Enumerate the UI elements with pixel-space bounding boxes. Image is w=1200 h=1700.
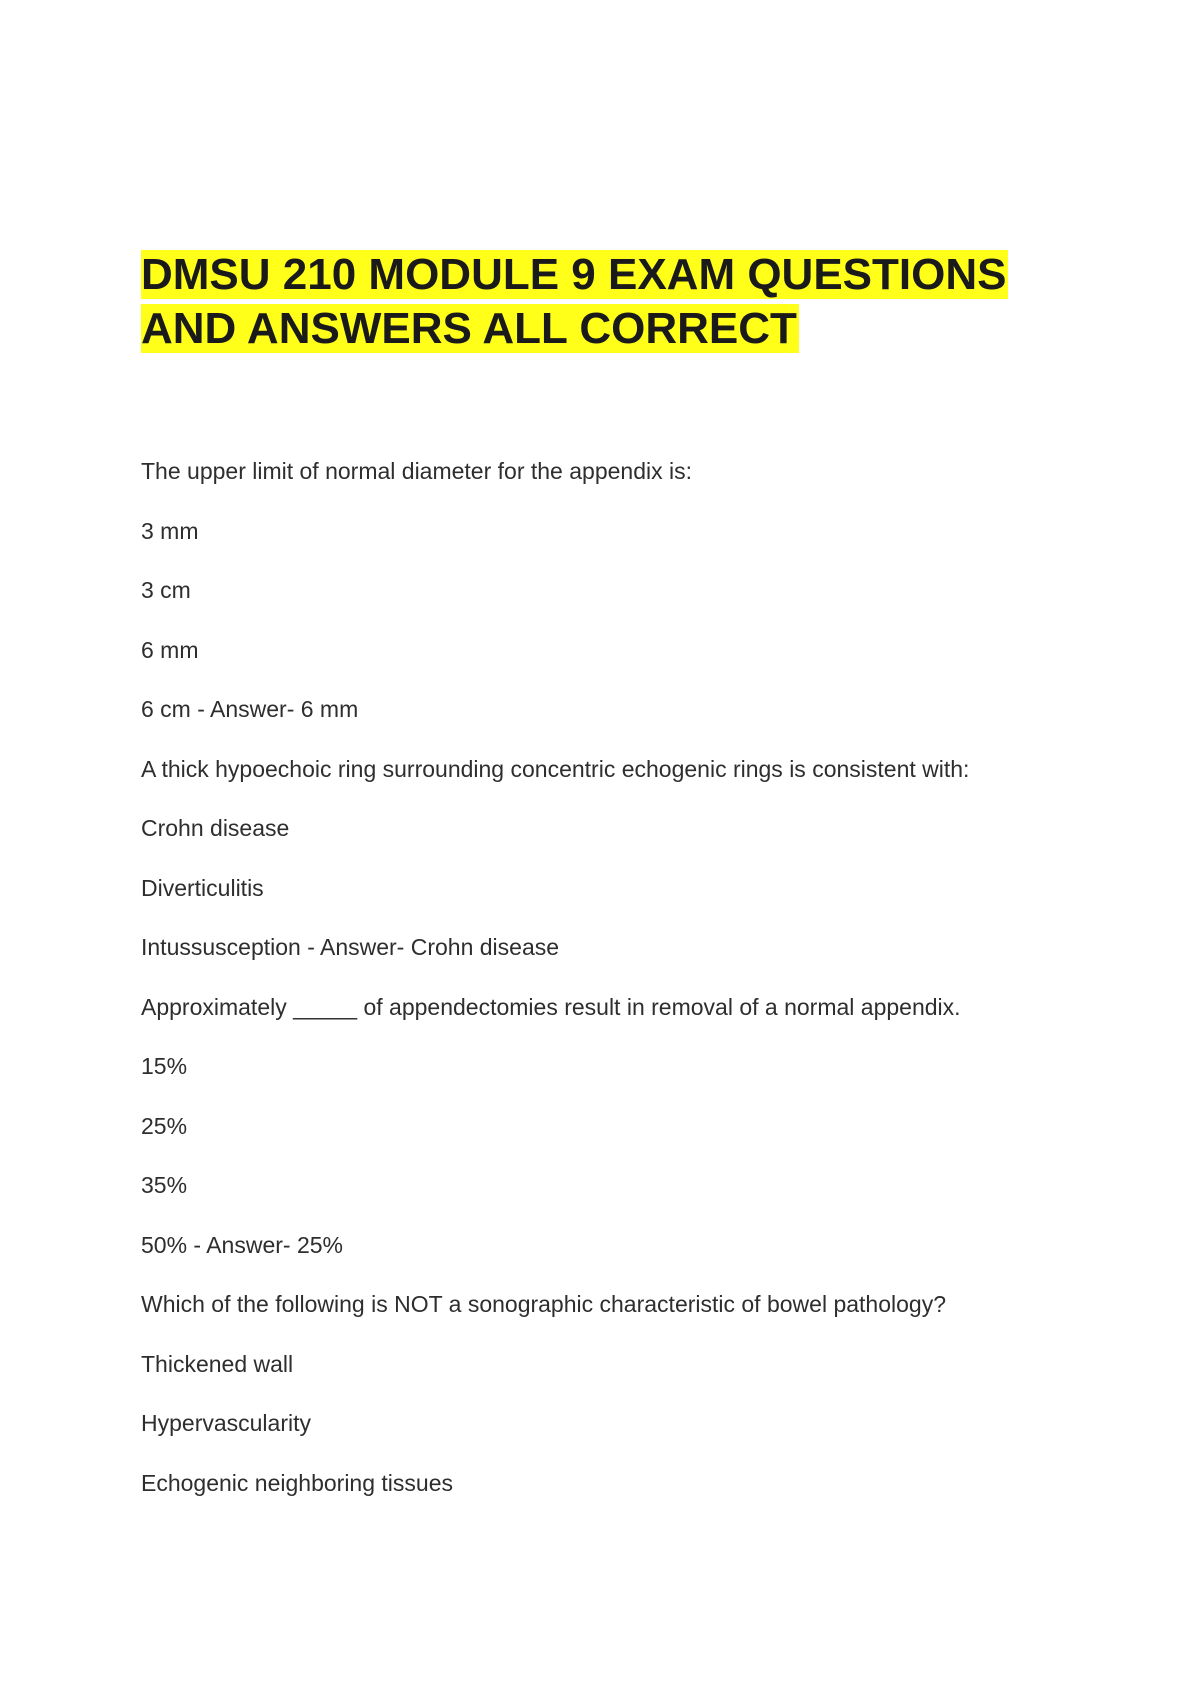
question-3-option: 35% (141, 1172, 188, 1198)
question-4-option: Echogenic neighboring tissues (141, 1469, 453, 1496)
question-2-option: Diverticulitis (141, 874, 264, 901)
document-title (141, 248, 1061, 356)
question-2-text: A thick hypoechoic ring surrounding concentric echogenic rings is consistent with: (141, 755, 970, 782)
question-4-text: Which of the following is NOT a sonographic characteristic of bowel pathology? (141, 1291, 946, 1317)
question-3-answer: 50% - Answer- 25% (141, 1231, 343, 1258)
question-list (141, 456, 1101, 1527)
question-1-option: 3 mm (141, 517, 199, 544)
question-1-option: 3 cm (141, 577, 191, 603)
question-1-answer: 6 cm - Answer- 6 mm (141, 696, 359, 722)
title-line-2: AND ANSWERS ALL CORRECT (141, 304, 797, 353)
question-3-option: 25% (141, 1112, 188, 1139)
question-4-option: Thickened wall (141, 1350, 294, 1377)
title-line-1: DMSU 210 MODULE 9 EXAM QUESTIONS (141, 250, 1007, 299)
question-1-text: The upper limit of normal diameter for the appendix is: (141, 458, 692, 484)
question-2-answer: Intussusception - Answer- Crohn disease (141, 934, 560, 960)
question-3-option: 15% (141, 1053, 188, 1079)
question-1-option: 6 mm (141, 636, 199, 663)
question-4-option: Hypervascularity (141, 1410, 311, 1436)
question-3-text: Approximately _____ of appendectomies result in removal of a normal appendix. (141, 993, 961, 1020)
question-2-option: Crohn disease (141, 815, 290, 841)
